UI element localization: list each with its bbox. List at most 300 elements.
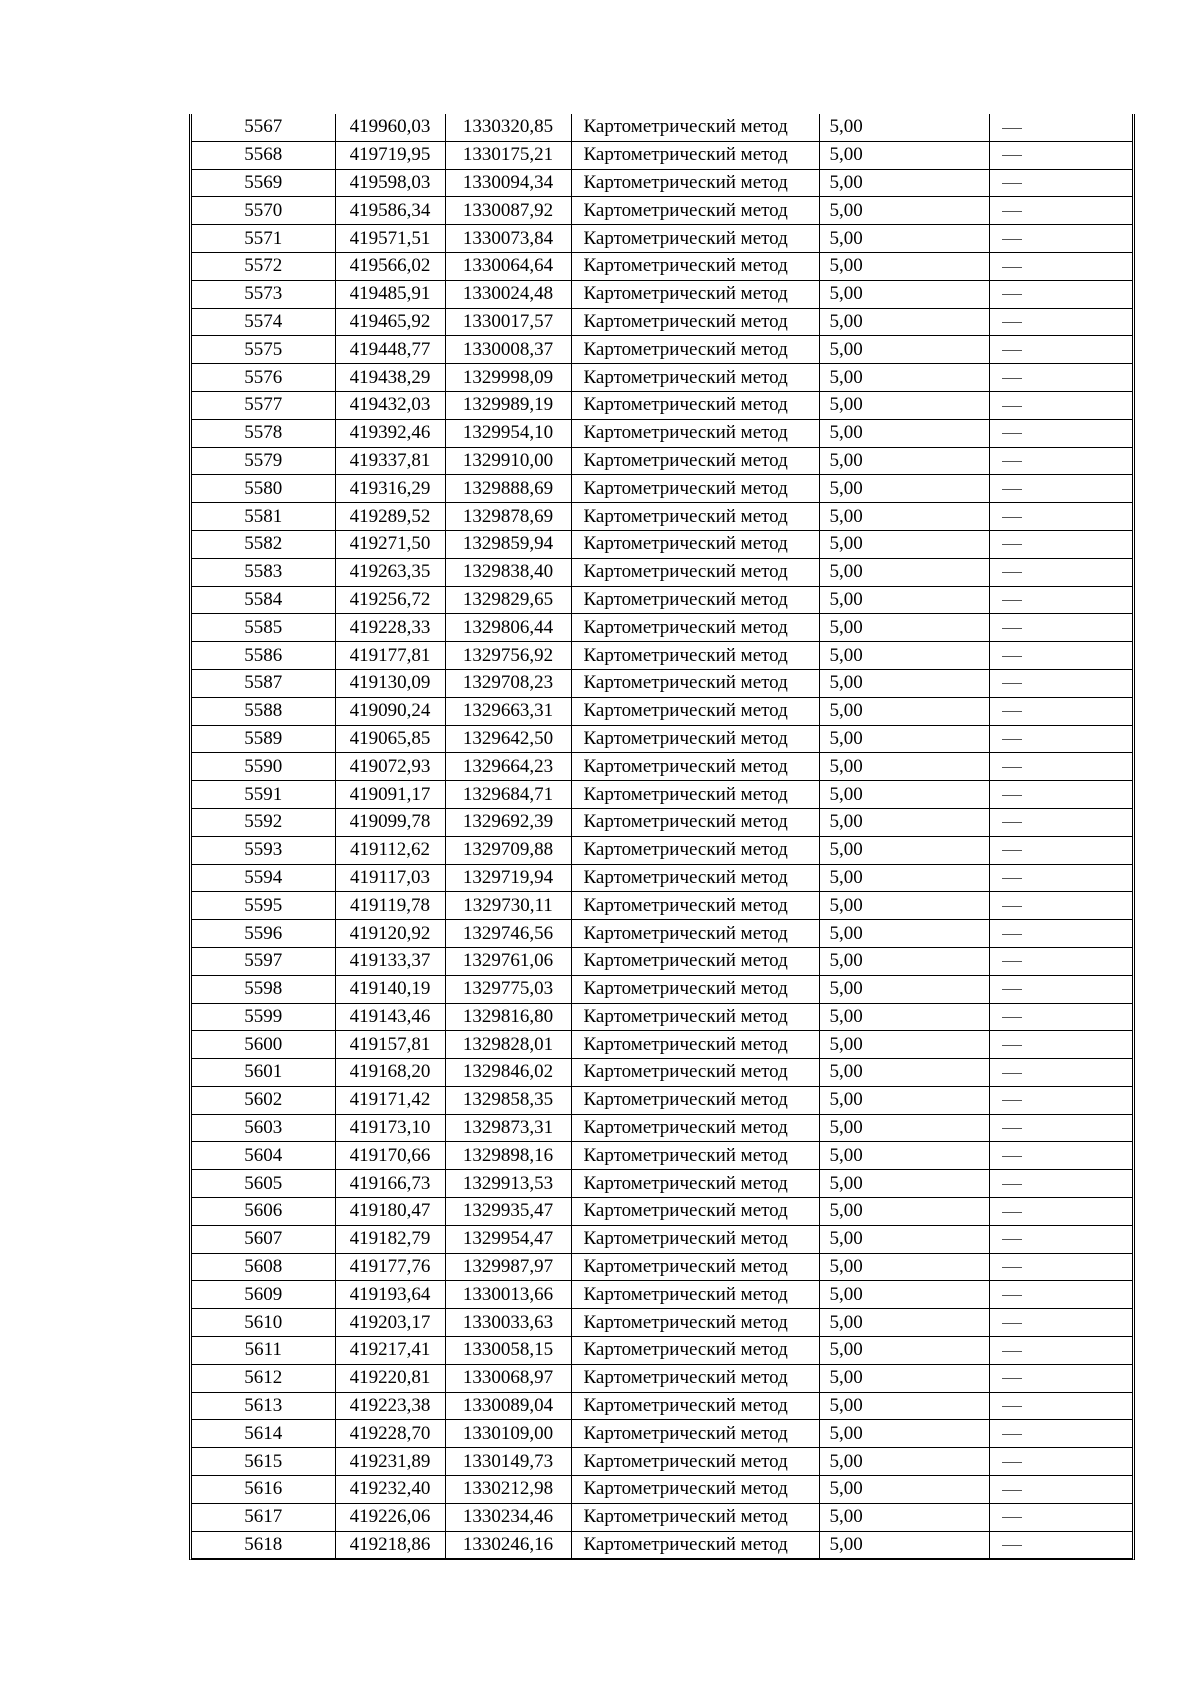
x-coordinate-cell: 419180,47 (335, 1198, 445, 1226)
dash-mark (1002, 322, 1022, 323)
precision-cell: 5,00 (819, 364, 989, 392)
point-number-cell: 5575 (192, 336, 335, 364)
description-cell (989, 114, 1132, 141)
method-cell: Картометрический метод (571, 808, 819, 836)
y-coordinate-cell: 1329692,39 (445, 808, 571, 836)
precision-cell: 5,00 (819, 1448, 989, 1476)
method-cell: Картометрический метод (571, 530, 819, 558)
dash-mark (1002, 350, 1022, 351)
method-cell: Картометрический метод (571, 920, 819, 948)
point-number-cell: 5578 (192, 419, 335, 447)
y-coordinate-cell: 1329989,19 (445, 391, 571, 419)
precision-cell: 5,00 (819, 530, 989, 558)
method-cell: Картометрический метод (571, 1337, 819, 1365)
y-coordinate-cell: 1330087,92 (445, 197, 571, 225)
table-row (192, 1448, 1132, 1476)
y-coordinate-cell: 1330089,04 (445, 1392, 571, 1420)
description-cell (989, 586, 1132, 614)
x-coordinate-cell: 419232,40 (335, 1476, 445, 1504)
dash-mark (1002, 1073, 1022, 1074)
method-cell: Картометрический метод (571, 669, 819, 697)
y-coordinate-cell: 1329828,01 (445, 1031, 571, 1059)
precision-cell: 5,00 (819, 753, 989, 781)
description-cell (989, 947, 1132, 975)
y-coordinate-cell: 1329730,11 (445, 892, 571, 920)
method-cell: Картометрический метод (571, 225, 819, 253)
method-cell: Картометрический метод (571, 642, 819, 670)
y-coordinate-cell: 1329756,92 (445, 642, 571, 670)
method-cell: Картометрический метод (571, 1448, 819, 1476)
point-number-cell: 5589 (192, 725, 335, 753)
method-cell: Картометрический метод (571, 697, 819, 725)
description-cell (989, 781, 1132, 809)
precision-cell: 5,00 (819, 308, 989, 336)
table-row (192, 141, 1132, 169)
point-number-cell: 5617 (192, 1503, 335, 1531)
table-row (192, 947, 1132, 975)
description-cell (989, 364, 1132, 392)
x-coordinate-cell: 419119,78 (335, 892, 445, 920)
point-number-cell: 5574 (192, 308, 335, 336)
dash-mark (1002, 211, 1022, 212)
precision-cell: 5,00 (819, 864, 989, 892)
table-row (192, 1198, 1132, 1226)
precision-cell: 5,00 (819, 1476, 989, 1504)
dash-mark (1002, 155, 1022, 156)
description-cell (989, 197, 1132, 225)
x-coordinate-cell: 419432,03 (335, 391, 445, 419)
description-cell (989, 169, 1132, 197)
method-cell: Картометрический метод (571, 753, 819, 781)
point-number-cell: 5572 (192, 252, 335, 280)
table-row (192, 1086, 1132, 1114)
dash-mark (1002, 600, 1022, 601)
coordinates-table-frame (189, 114, 1135, 1560)
y-coordinate-cell: 1329642,50 (445, 725, 571, 753)
dash-mark (1002, 1545, 1022, 1546)
method-cell: Картометрический метод (571, 836, 819, 864)
y-coordinate-cell: 1329935,47 (445, 1198, 571, 1226)
description-cell (989, 1114, 1132, 1142)
table-row (192, 1309, 1132, 1337)
description-cell (989, 1281, 1132, 1309)
point-number-cell: 5599 (192, 1003, 335, 1031)
description-cell (989, 1337, 1132, 1365)
y-coordinate-cell: 1329858,35 (445, 1086, 571, 1114)
table-row (192, 1364, 1132, 1392)
x-coordinate-cell: 419090,24 (335, 697, 445, 725)
description-cell (989, 336, 1132, 364)
y-coordinate-cell: 1330013,66 (445, 1281, 571, 1309)
description-cell (989, 252, 1132, 280)
x-coordinate-cell: 419218,86 (335, 1531, 445, 1559)
description-cell (989, 1420, 1132, 1448)
y-coordinate-cell: 1329746,56 (445, 920, 571, 948)
precision-cell: 5,00 (819, 1003, 989, 1031)
description-cell (989, 614, 1132, 642)
point-number-cell: 5573 (192, 280, 335, 308)
y-coordinate-cell: 1329708,23 (445, 669, 571, 697)
table-row (192, 669, 1132, 697)
description-cell (989, 1503, 1132, 1531)
precision-cell: 5,00 (819, 141, 989, 169)
x-coordinate-cell: 419231,89 (335, 1448, 445, 1476)
x-coordinate-cell: 419448,77 (335, 336, 445, 364)
method-cell: Картометрический метод (571, 1198, 819, 1226)
x-coordinate-cell: 419182,79 (335, 1225, 445, 1253)
dash-mark (1002, 267, 1022, 268)
y-coordinate-cell: 1330246,16 (445, 1531, 571, 1559)
table-row (192, 975, 1132, 1003)
dash-mark (1002, 934, 1022, 935)
method-cell: Картометрический метод (571, 1086, 819, 1114)
description-cell (989, 975, 1132, 1003)
table-row (192, 614, 1132, 642)
y-coordinate-cell: 1329954,10 (445, 419, 571, 447)
point-number-cell: 5605 (192, 1170, 335, 1198)
description-cell (989, 1392, 1132, 1420)
dash-mark (1002, 1212, 1022, 1213)
table-row (192, 558, 1132, 586)
table-row (192, 1170, 1132, 1198)
description-cell (989, 1364, 1132, 1392)
method-cell: Картометрический метод (571, 1531, 819, 1559)
method-cell: Картометрический метод (571, 252, 819, 280)
point-number-cell: 5590 (192, 753, 335, 781)
method-cell: Картометрический метод (571, 1503, 819, 1531)
table-row (192, 391, 1132, 419)
table-row (192, 225, 1132, 253)
x-coordinate-cell: 419598,03 (335, 169, 445, 197)
table-row (192, 864, 1132, 892)
table-body (192, 114, 1132, 1559)
method-cell: Картометрический метод (571, 947, 819, 975)
table-row (192, 836, 1132, 864)
point-number-cell: 5569 (192, 169, 335, 197)
precision-cell: 5,00 (819, 586, 989, 614)
description-cell (989, 753, 1132, 781)
precision-cell: 5,00 (819, 614, 989, 642)
table-row (192, 447, 1132, 475)
point-number-cell: 5600 (192, 1031, 335, 1059)
point-number-cell: 5618 (192, 1531, 335, 1559)
point-number-cell: 5603 (192, 1114, 335, 1142)
y-coordinate-cell: 1329816,80 (445, 1003, 571, 1031)
dash-mark (1002, 378, 1022, 379)
point-number-cell: 5612 (192, 1364, 335, 1392)
x-coordinate-cell: 419170,66 (335, 1142, 445, 1170)
x-coordinate-cell: 419271,50 (335, 530, 445, 558)
method-cell: Картометрический метод (571, 1031, 819, 1059)
y-coordinate-cell: 1330234,46 (445, 1503, 571, 1531)
method-cell: Картометрический метод (571, 280, 819, 308)
precision-cell: 5,00 (819, 1225, 989, 1253)
y-coordinate-cell: 1330109,00 (445, 1420, 571, 1448)
table-row (192, 364, 1132, 392)
point-number-cell: 5614 (192, 1420, 335, 1448)
table-row (192, 1420, 1132, 1448)
dash-mark (1002, 294, 1022, 295)
x-coordinate-cell: 419177,76 (335, 1253, 445, 1281)
method-cell: Картометрический метод (571, 447, 819, 475)
table-row (192, 697, 1132, 725)
y-coordinate-cell: 1330064,64 (445, 252, 571, 280)
method-cell: Картометрический метод (571, 1142, 819, 1170)
dash-mark (1002, 433, 1022, 434)
dash-mark (1002, 1184, 1022, 1185)
point-number-cell: 5582 (192, 530, 335, 558)
y-coordinate-cell: 1329664,23 (445, 753, 571, 781)
precision-cell: 5,00 (819, 669, 989, 697)
point-number-cell: 5613 (192, 1392, 335, 1420)
table-row (192, 1142, 1132, 1170)
dash-mark (1002, 878, 1022, 879)
y-coordinate-cell: 1329987,97 (445, 1253, 571, 1281)
y-coordinate-cell: 1330320,85 (445, 114, 571, 141)
point-number-cell: 5591 (192, 781, 335, 809)
x-coordinate-cell: 419337,81 (335, 447, 445, 475)
precision-cell: 5,00 (819, 336, 989, 364)
x-coordinate-cell: 419143,46 (335, 1003, 445, 1031)
table-row (192, 1503, 1132, 1531)
precision-cell: 5,00 (819, 1142, 989, 1170)
x-coordinate-cell: 419133,37 (335, 947, 445, 975)
dash-mark (1002, 1434, 1022, 1435)
dash-mark (1002, 239, 1022, 240)
table-row (192, 781, 1132, 809)
precision-cell: 5,00 (819, 642, 989, 670)
precision-cell: 5,00 (819, 475, 989, 503)
x-coordinate-cell: 419072,93 (335, 753, 445, 781)
dash-mark (1002, 1323, 1022, 1324)
y-coordinate-cell: 1329829,65 (445, 586, 571, 614)
y-coordinate-cell: 1329838,40 (445, 558, 571, 586)
table-row (192, 1531, 1132, 1559)
y-coordinate-cell: 1329859,94 (445, 530, 571, 558)
table-row (192, 920, 1132, 948)
table-row (192, 419, 1132, 447)
method-cell: Картометрический метод (571, 336, 819, 364)
table-row (192, 169, 1132, 197)
dash-mark (1002, 1295, 1022, 1296)
dash-mark (1002, 1267, 1022, 1268)
point-number-cell: 5587 (192, 669, 335, 697)
x-coordinate-cell: 419465,92 (335, 308, 445, 336)
method-cell: Картометрический метод (571, 141, 819, 169)
dash-mark (1002, 1378, 1022, 1379)
y-coordinate-cell: 1329873,31 (445, 1114, 571, 1142)
dash-mark (1002, 406, 1022, 407)
description-cell (989, 1531, 1132, 1559)
dash-mark (1002, 711, 1022, 712)
x-coordinate-cell: 419168,20 (335, 1059, 445, 1087)
x-coordinate-cell: 419392,46 (335, 419, 445, 447)
y-coordinate-cell: 1329878,69 (445, 503, 571, 531)
description-cell (989, 391, 1132, 419)
dash-mark (1002, 128, 1022, 129)
dash-mark (1002, 1045, 1022, 1046)
description-cell (989, 447, 1132, 475)
table-row (192, 1003, 1132, 1031)
precision-cell: 5,00 (819, 1086, 989, 1114)
x-coordinate-cell: 419157,81 (335, 1031, 445, 1059)
method-cell: Картометрический метод (571, 391, 819, 419)
precision-cell: 5,00 (819, 1392, 989, 1420)
description-cell (989, 1253, 1132, 1281)
x-coordinate-cell: 419220,81 (335, 1364, 445, 1392)
point-number-cell: 5616 (192, 1476, 335, 1504)
x-coordinate-cell: 419065,85 (335, 725, 445, 753)
description-cell (989, 280, 1132, 308)
y-coordinate-cell: 1329888,69 (445, 475, 571, 503)
dash-mark (1002, 850, 1022, 851)
x-coordinate-cell: 419112,62 (335, 836, 445, 864)
point-number-cell: 5602 (192, 1086, 335, 1114)
precision-cell: 5,00 (819, 1503, 989, 1531)
dash-mark (1002, 183, 1022, 184)
dash-mark (1002, 1517, 1022, 1518)
description-cell (989, 1059, 1132, 1087)
description-cell (989, 669, 1132, 697)
x-coordinate-cell: 419177,81 (335, 642, 445, 670)
description-cell (989, 1031, 1132, 1059)
y-coordinate-cell: 1330008,37 (445, 336, 571, 364)
method-cell: Картометрический метод (571, 725, 819, 753)
dash-mark (1002, 1156, 1022, 1157)
method-cell: Картометрический метод (571, 558, 819, 586)
description-cell (989, 1003, 1132, 1031)
y-coordinate-cell: 1329709,88 (445, 836, 571, 864)
x-coordinate-cell: 419228,70 (335, 1420, 445, 1448)
precision-cell: 5,00 (819, 114, 989, 141)
x-coordinate-cell: 419171,42 (335, 1086, 445, 1114)
description-cell (989, 475, 1132, 503)
point-number-cell: 5610 (192, 1309, 335, 1337)
precision-cell: 5,00 (819, 1281, 989, 1309)
x-coordinate-cell: 419099,78 (335, 808, 445, 836)
precision-cell: 5,00 (819, 391, 989, 419)
precision-cell: 5,00 (819, 947, 989, 975)
x-coordinate-cell: 419193,64 (335, 1281, 445, 1309)
dash-mark (1002, 767, 1022, 768)
method-cell: Картометрический метод (571, 503, 819, 531)
x-coordinate-cell: 419485,91 (335, 280, 445, 308)
description-cell (989, 1086, 1132, 1114)
precision-cell: 5,00 (819, 169, 989, 197)
x-coordinate-cell: 419960,03 (335, 114, 445, 141)
description-cell (989, 419, 1132, 447)
precision-cell: 5,00 (819, 1337, 989, 1365)
point-number-cell: 5570 (192, 197, 335, 225)
y-coordinate-cell: 1329719,94 (445, 864, 571, 892)
method-cell: Картометрический метод (571, 308, 819, 336)
y-coordinate-cell: 1329898,16 (445, 1142, 571, 1170)
point-number-cell: 5567 (192, 114, 335, 141)
y-coordinate-cell: 1330068,97 (445, 1364, 571, 1392)
x-coordinate-cell: 419263,35 (335, 558, 445, 586)
x-coordinate-cell: 419228,33 (335, 614, 445, 642)
x-coordinate-cell: 419203,17 (335, 1309, 445, 1337)
precision-cell: 5,00 (819, 1531, 989, 1559)
dash-mark (1002, 489, 1022, 490)
point-number-cell: 5583 (192, 558, 335, 586)
y-coordinate-cell: 1330175,21 (445, 141, 571, 169)
precision-cell: 5,00 (819, 225, 989, 253)
precision-cell: 5,00 (819, 1198, 989, 1226)
y-coordinate-cell: 1329998,09 (445, 364, 571, 392)
precision-cell: 5,00 (819, 781, 989, 809)
method-cell: Картометрический метод (571, 1059, 819, 1087)
precision-cell: 5,00 (819, 503, 989, 531)
y-coordinate-cell: 1329910,00 (445, 447, 571, 475)
point-number-cell: 5607 (192, 1225, 335, 1253)
dash-mark (1002, 989, 1022, 990)
table-row (192, 475, 1132, 503)
x-coordinate-cell: 419566,02 (335, 252, 445, 280)
table-row (192, 1114, 1132, 1142)
precision-cell: 5,00 (819, 197, 989, 225)
y-coordinate-cell: 1329954,47 (445, 1225, 571, 1253)
point-number-cell: 5576 (192, 364, 335, 392)
method-cell: Картометрический метод (571, 1170, 819, 1198)
dash-mark (1002, 628, 1022, 629)
description-cell (989, 642, 1132, 670)
description-cell (989, 503, 1132, 531)
dash-mark (1002, 1239, 1022, 1240)
table-row (192, 197, 1132, 225)
y-coordinate-cell: 1329775,03 (445, 975, 571, 1003)
y-coordinate-cell: 1330024,48 (445, 280, 571, 308)
y-coordinate-cell: 1329761,06 (445, 947, 571, 975)
method-cell: Картометрический метод (571, 1114, 819, 1142)
table-row (192, 753, 1132, 781)
dash-mark (1002, 1351, 1022, 1352)
point-number-cell: 5568 (192, 141, 335, 169)
point-number-cell: 5586 (192, 642, 335, 670)
x-coordinate-cell: 419217,41 (335, 1337, 445, 1365)
y-coordinate-cell: 1330149,73 (445, 1448, 571, 1476)
point-number-cell: 5604 (192, 1142, 335, 1170)
precision-cell: 5,00 (819, 252, 989, 280)
method-cell: Картометрический метод (571, 1309, 819, 1337)
point-number-cell: 5606 (192, 1198, 335, 1226)
x-coordinate-cell: 419120,92 (335, 920, 445, 948)
x-coordinate-cell: 419173,10 (335, 1114, 445, 1142)
point-number-cell: 5592 (192, 808, 335, 836)
x-coordinate-cell: 419130,09 (335, 669, 445, 697)
dash-mark (1002, 517, 1022, 518)
point-number-cell: 5594 (192, 864, 335, 892)
method-cell: Картометрический метод (571, 1225, 819, 1253)
point-number-cell: 5588 (192, 697, 335, 725)
x-coordinate-cell: 419140,19 (335, 975, 445, 1003)
precision-cell: 5,00 (819, 808, 989, 836)
description-cell (989, 1170, 1132, 1198)
y-coordinate-cell: 1330073,84 (445, 225, 571, 253)
point-number-cell: 5611 (192, 1337, 335, 1365)
table-row (192, 1476, 1132, 1504)
y-coordinate-cell: 1329806,44 (445, 614, 571, 642)
table-row (192, 280, 1132, 308)
y-coordinate-cell: 1329846,02 (445, 1059, 571, 1087)
table-row (192, 808, 1132, 836)
dash-mark (1002, 544, 1022, 545)
x-coordinate-cell: 419091,17 (335, 781, 445, 809)
table-row (192, 642, 1132, 670)
dash-mark (1002, 656, 1022, 657)
dash-mark (1002, 1100, 1022, 1101)
precision-cell: 5,00 (819, 892, 989, 920)
